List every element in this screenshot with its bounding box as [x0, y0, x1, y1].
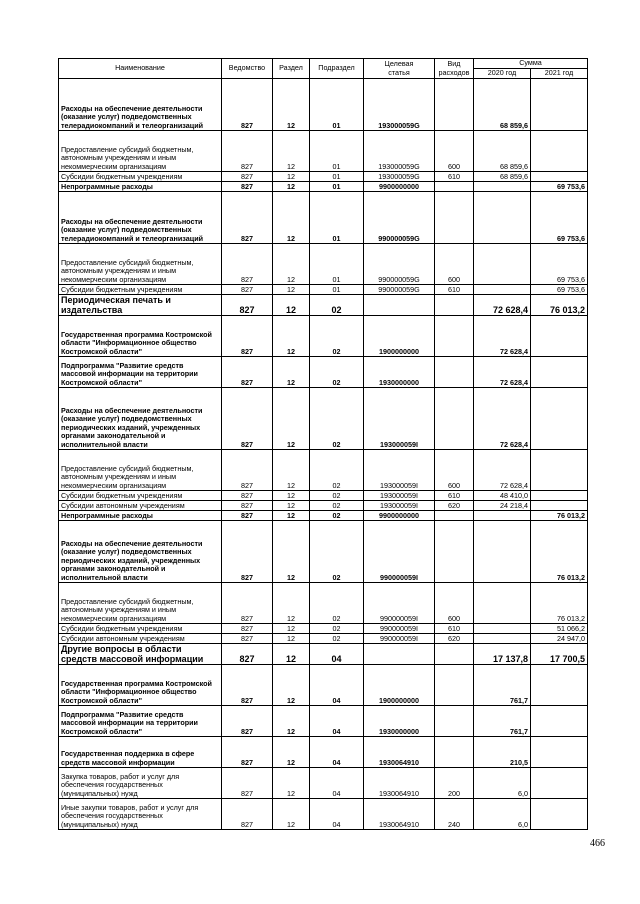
- table-row: [59, 388, 588, 450]
- cell-2021: [531, 799, 588, 830]
- cell-2020: [474, 285, 531, 295]
- cell-target: 1930064910: [364, 799, 435, 830]
- cell-kind: [435, 644, 474, 665]
- cell-kind: 600: [435, 450, 474, 491]
- cell-kind: 610: [435, 624, 474, 634]
- cell-section: 12: [273, 357, 310, 388]
- cell-section: 12: [273, 316, 310, 357]
- cell-section: 12: [273, 172, 310, 182]
- cell-dept: 827: [222, 583, 273, 624]
- cell-target: 193000059I: [364, 501, 435, 511]
- cell-name: Субсидии автономным учреждениям: [59, 634, 222, 644]
- cell-section: 12: [273, 131, 310, 172]
- cell-section: 12: [273, 706, 310, 737]
- cell-section: 12: [273, 521, 310, 583]
- cell-kind: [435, 357, 474, 388]
- table-row: [59, 491, 588, 501]
- cell-2020: 6,0: [474, 799, 531, 830]
- cell-section: 12: [273, 768, 310, 799]
- table-row: [59, 192, 588, 244]
- cell-dept: 827: [222, 450, 273, 491]
- cell-target: 1900000000: [364, 665, 435, 706]
- table-row: [59, 799, 588, 830]
- cell-subsection: 01: [310, 172, 364, 182]
- cell-2021: [531, 172, 588, 182]
- table-row: [59, 172, 588, 182]
- header-target: [364, 59, 435, 79]
- cell-subsection: 02: [310, 634, 364, 644]
- cell-section: 12: [273, 295, 310, 316]
- cell-target: [364, 644, 435, 665]
- cell-2020: 761,7: [474, 665, 531, 706]
- cell-2020: 68 859,6: [474, 79, 531, 131]
- cell-2021: [531, 501, 588, 511]
- header-dept: Ведомство: [222, 59, 273, 79]
- table-row: [59, 182, 588, 192]
- cell-2020: [474, 244, 531, 285]
- cell-subsection: 04: [310, 706, 364, 737]
- table-row: [59, 244, 588, 285]
- cell-subsection: 02: [310, 316, 364, 357]
- cell-subsection: 04: [310, 737, 364, 768]
- cell-2020: 6,0: [474, 768, 531, 799]
- cell-subsection: 02: [310, 521, 364, 583]
- cell-2020: [474, 624, 531, 634]
- cell-target: 990000059G: [364, 244, 435, 285]
- cell-name: Непрограммные расходы: [59, 182, 222, 192]
- cell-2021: [531, 706, 588, 737]
- table-row: [59, 737, 588, 768]
- cell-target: 1900000000: [364, 316, 435, 357]
- cell-subsection: 02: [310, 295, 364, 316]
- cell-2021: 51 066,2: [531, 624, 588, 634]
- cell-2020: 72 628,4: [474, 316, 531, 357]
- table-row: [59, 79, 588, 131]
- cell-section: 12: [273, 511, 310, 521]
- cell-kind: [435, 388, 474, 450]
- cell-2021: 76 013,2: [531, 295, 588, 316]
- table-row: [59, 665, 588, 706]
- cell-2020: 48 410,0: [474, 491, 531, 501]
- cell-kind: 200: [435, 768, 474, 799]
- cell-name: Предоставление субсидий бюджетным, автономным учреждениям и иным некоммерческим организациям: [59, 583, 222, 624]
- cell-2020: 68 859,6: [474, 172, 531, 182]
- cell-name: Государственная программа Костромской области "Информационное общество Костромской области": [59, 316, 222, 357]
- header-kind-line1: Вид: [447, 59, 461, 69]
- cell-subsection: 04: [310, 644, 364, 665]
- cell-target: 193000059G: [364, 79, 435, 131]
- table-row: [59, 131, 588, 172]
- cell-name: Непрограммные расходы: [59, 511, 222, 521]
- cell-kind: [435, 295, 474, 316]
- cell-name: Предоставление субсидий бюджетным, автономным учреждениям и иным некоммерческим организациям: [59, 131, 222, 172]
- cell-name: Подпрограмма "Развитие средств массовой информации на территории Костромской области": [59, 357, 222, 388]
- cell-2020: 17 137,8: [474, 644, 531, 665]
- table-row: [59, 501, 588, 511]
- cell-target: 990000059I: [364, 521, 435, 583]
- cell-section: 12: [273, 182, 310, 192]
- table-row: [59, 768, 588, 799]
- cell-target: 193000059I: [364, 388, 435, 450]
- cell-2021: 17 700,5: [531, 644, 588, 665]
- cell-subsection: 01: [310, 182, 364, 192]
- cell-2020: 72 628,4: [474, 388, 531, 450]
- header-name: Наименование: [59, 59, 222, 79]
- cell-name: Субсидии бюджетным учреждениям: [59, 285, 222, 295]
- cell-section: 12: [273, 79, 310, 131]
- cell-section: 12: [273, 192, 310, 244]
- cell-dept: 827: [222, 285, 273, 295]
- cell-kind: 600: [435, 131, 474, 172]
- cell-kind: 620: [435, 634, 474, 644]
- cell-target: 193000059G: [364, 131, 435, 172]
- cell-dept: 827: [222, 295, 273, 316]
- cell-name: Государственная поддержка в сфере средств массовой информации: [59, 737, 222, 768]
- cell-name: Государственная программа Костромской области "Информационное общество Костромской области": [59, 665, 222, 706]
- cell-2021: 69 753,6: [531, 244, 588, 285]
- cell-subsection: 02: [310, 511, 364, 521]
- cell-section: 12: [273, 244, 310, 285]
- cell-2020: 761,7: [474, 706, 531, 737]
- cell-2020: [474, 634, 531, 644]
- cell-subsection: 01: [310, 192, 364, 244]
- cell-2020: 24 218,4: [474, 501, 531, 511]
- cell-dept: 827: [222, 491, 273, 501]
- cell-section: 12: [273, 665, 310, 706]
- cell-2020: [474, 182, 531, 192]
- cell-kind: 600: [435, 583, 474, 624]
- cell-kind: [435, 511, 474, 521]
- header-sum: Сумма: [474, 59, 588, 69]
- table-row: [59, 706, 588, 737]
- cell-name: Предоставление субсидий бюджетным, автономным учреждениям и иным некоммерческим организациям: [59, 450, 222, 491]
- table-row: [59, 450, 588, 491]
- header-year-2020: 2020 год: [474, 69, 531, 79]
- cell-subsection: 01: [310, 131, 364, 172]
- cell-name: Периодическая печать и издательства: [59, 295, 222, 316]
- cell-2021: [531, 665, 588, 706]
- cell-section: 12: [273, 501, 310, 511]
- cell-dept: 827: [222, 521, 273, 583]
- cell-section: 12: [273, 450, 310, 491]
- header-target-line2: статья: [388, 67, 410, 77]
- cell-section: 12: [273, 799, 310, 830]
- cell-kind: [435, 316, 474, 357]
- cell-dept: 827: [222, 737, 273, 768]
- cell-name: Подпрограмма "Развитие средств массовой информации на территории Костромской области": [59, 706, 222, 737]
- cell-dept: 827: [222, 357, 273, 388]
- cell-target: 1930064910: [364, 768, 435, 799]
- table-row: [59, 644, 588, 665]
- table-row: [59, 511, 588, 521]
- cell-section: 12: [273, 624, 310, 634]
- cell-subsection: 01: [310, 244, 364, 285]
- cell-dept: 827: [222, 501, 273, 511]
- cell-subsection: 02: [310, 583, 364, 624]
- cell-2021: [531, 131, 588, 172]
- cell-2020: [474, 521, 531, 583]
- cell-kind: [435, 182, 474, 192]
- cell-kind: 600: [435, 244, 474, 285]
- cell-target: 1930064910: [364, 737, 435, 768]
- header-kind-line2: расходов: [438, 67, 470, 77]
- header-subsection: Подраздел: [310, 59, 364, 79]
- cell-2021: [531, 491, 588, 501]
- cell-target: 193000059I: [364, 491, 435, 501]
- cell-2021: 76 013,2: [531, 583, 588, 624]
- cell-2021: 24 947,0: [531, 634, 588, 644]
- cell-2021: [531, 316, 588, 357]
- cell-2021: 76 013,2: [531, 521, 588, 583]
- cell-subsection: 02: [310, 388, 364, 450]
- table-row: [59, 316, 588, 357]
- header-target-line1: Целевая: [384, 59, 414, 69]
- cell-2021: [531, 737, 588, 768]
- cell-target: 193000059G: [364, 172, 435, 182]
- cell-kind: 610: [435, 491, 474, 501]
- cell-kind: [435, 706, 474, 737]
- cell-kind: 610: [435, 285, 474, 295]
- cell-2020: [474, 192, 531, 244]
- table-row: [59, 583, 588, 624]
- cell-section: 12: [273, 388, 310, 450]
- cell-name: Расходы на обеспечение деятельности (оказание услуг) подведомственных периодических изданий, учрежденных органами законодательной и исполнительной власти: [59, 388, 222, 450]
- cell-dept: 827: [222, 316, 273, 357]
- cell-2021: 76 013,2: [531, 511, 588, 521]
- cell-section: 12: [273, 737, 310, 768]
- table-row: [59, 521, 588, 583]
- cell-dept: 827: [222, 511, 273, 521]
- cell-subsection: 04: [310, 799, 364, 830]
- cell-name: Предоставление субсидий бюджетным, автономным учреждениям и иным некоммерческим организациям: [59, 244, 222, 285]
- cell-kind: [435, 665, 474, 706]
- cell-subsection: 01: [310, 285, 364, 295]
- cell-kind: 240: [435, 799, 474, 830]
- cell-name: Другие вопросы в области средств массовой информации: [59, 644, 222, 665]
- cell-subsection: 02: [310, 501, 364, 511]
- cell-section: 12: [273, 583, 310, 624]
- cell-2021: 69 753,6: [531, 182, 588, 192]
- cell-dept: 827: [222, 665, 273, 706]
- header-year-2021: 2021 год: [531, 69, 588, 79]
- cell-name: Субсидии бюджетным учреждениям: [59, 624, 222, 634]
- cell-2021: [531, 79, 588, 131]
- cell-kind: [435, 737, 474, 768]
- cell-subsection: 02: [310, 357, 364, 388]
- cell-kind: [435, 192, 474, 244]
- cell-name: Субсидии бюджетным учреждениям: [59, 172, 222, 182]
- cell-2021: 69 753,6: [531, 285, 588, 295]
- cell-name: Субсидии автономным учреждениям: [59, 501, 222, 511]
- cell-2021: 69 753,6: [531, 192, 588, 244]
- cell-section: 12: [273, 644, 310, 665]
- cell-dept: 827: [222, 634, 273, 644]
- cell-name: Иные закупки товаров, работ и услуг для обеспечения государственных (муниципальных) нужд: [59, 799, 222, 830]
- table-row: [59, 357, 588, 388]
- table-row: [59, 285, 588, 295]
- cell-target: 9900000000: [364, 511, 435, 521]
- cell-target: 990000059G: [364, 192, 435, 244]
- cell-subsection: 01: [310, 79, 364, 131]
- cell-subsection: 02: [310, 624, 364, 634]
- cell-target: 1930000000: [364, 357, 435, 388]
- cell-target: 990000059I: [364, 634, 435, 644]
- cell-name: Субсидии бюджетным учреждениям: [59, 491, 222, 501]
- cell-dept: 827: [222, 192, 273, 244]
- cell-kind: 620: [435, 501, 474, 511]
- cell-dept: 827: [222, 79, 273, 131]
- cell-2020: [474, 583, 531, 624]
- cell-dept: 827: [222, 768, 273, 799]
- cell-dept: 827: [222, 244, 273, 285]
- cell-kind: 610: [435, 172, 474, 182]
- cell-dept: 827: [222, 799, 273, 830]
- cell-kind: [435, 79, 474, 131]
- cell-dept: 827: [222, 182, 273, 192]
- cell-2020: 68 859,6: [474, 131, 531, 172]
- cell-subsection: 02: [310, 491, 364, 501]
- cell-target: [364, 295, 435, 316]
- cell-name: Расходы на обеспечение деятельности (оказание услуг) подведомственных телерадиокомпаний и телеорганизаций: [59, 192, 222, 244]
- cell-2021: [531, 768, 588, 799]
- cell-target: 193000059I: [364, 450, 435, 491]
- cell-subsection: 04: [310, 665, 364, 706]
- table-row: [59, 634, 588, 644]
- cell-2020: [474, 511, 531, 521]
- header-section: Раздел: [273, 59, 310, 79]
- cell-section: 12: [273, 491, 310, 501]
- cell-section: 12: [273, 285, 310, 295]
- table-row: [59, 295, 588, 316]
- cell-target: 990000059I: [364, 624, 435, 634]
- cell-name: Расходы на обеспечение деятельности (оказание услуг) подведомственных периодических изданий, учрежденных органами законодательной и исполнительной власти: [59, 521, 222, 583]
- cell-2021: [531, 357, 588, 388]
- cell-subsection: 02: [310, 450, 364, 491]
- cell-subsection: 04: [310, 768, 364, 799]
- cell-dept: 827: [222, 644, 273, 665]
- cell-target: 990000059I: [364, 583, 435, 624]
- cell-dept: 827: [222, 624, 273, 634]
- cell-dept: 827: [222, 706, 273, 737]
- cell-target: 990000059G: [364, 285, 435, 295]
- cell-name: Расходы на обеспечение деятельности (оказание услуг) подведомственных телерадиокомпаний и телеорганизаций: [59, 79, 222, 131]
- budget-table: [58, 58, 588, 830]
- cell-2021: [531, 388, 588, 450]
- cell-2020: 72 628,4: [474, 357, 531, 388]
- page-number: 466: [590, 838, 605, 849]
- cell-2020: 210,5: [474, 737, 531, 768]
- cell-section: 12: [273, 634, 310, 644]
- cell-dept: 827: [222, 388, 273, 450]
- table-row: [59, 624, 588, 634]
- cell-name: Закупка товаров, работ и услуг для обеспечения государственных (муниципальных) нужд: [59, 768, 222, 799]
- cell-2020: 72 628,4: [474, 450, 531, 491]
- cell-2020: 72 628,4: [474, 295, 531, 316]
- cell-dept: 827: [222, 172, 273, 182]
- header-kind: [435, 59, 474, 79]
- cell-kind: [435, 521, 474, 583]
- cell-dept: 827: [222, 131, 273, 172]
- cell-target: 9900000000: [364, 182, 435, 192]
- cell-2021: [531, 450, 588, 491]
- cell-target: 1930000000: [364, 706, 435, 737]
